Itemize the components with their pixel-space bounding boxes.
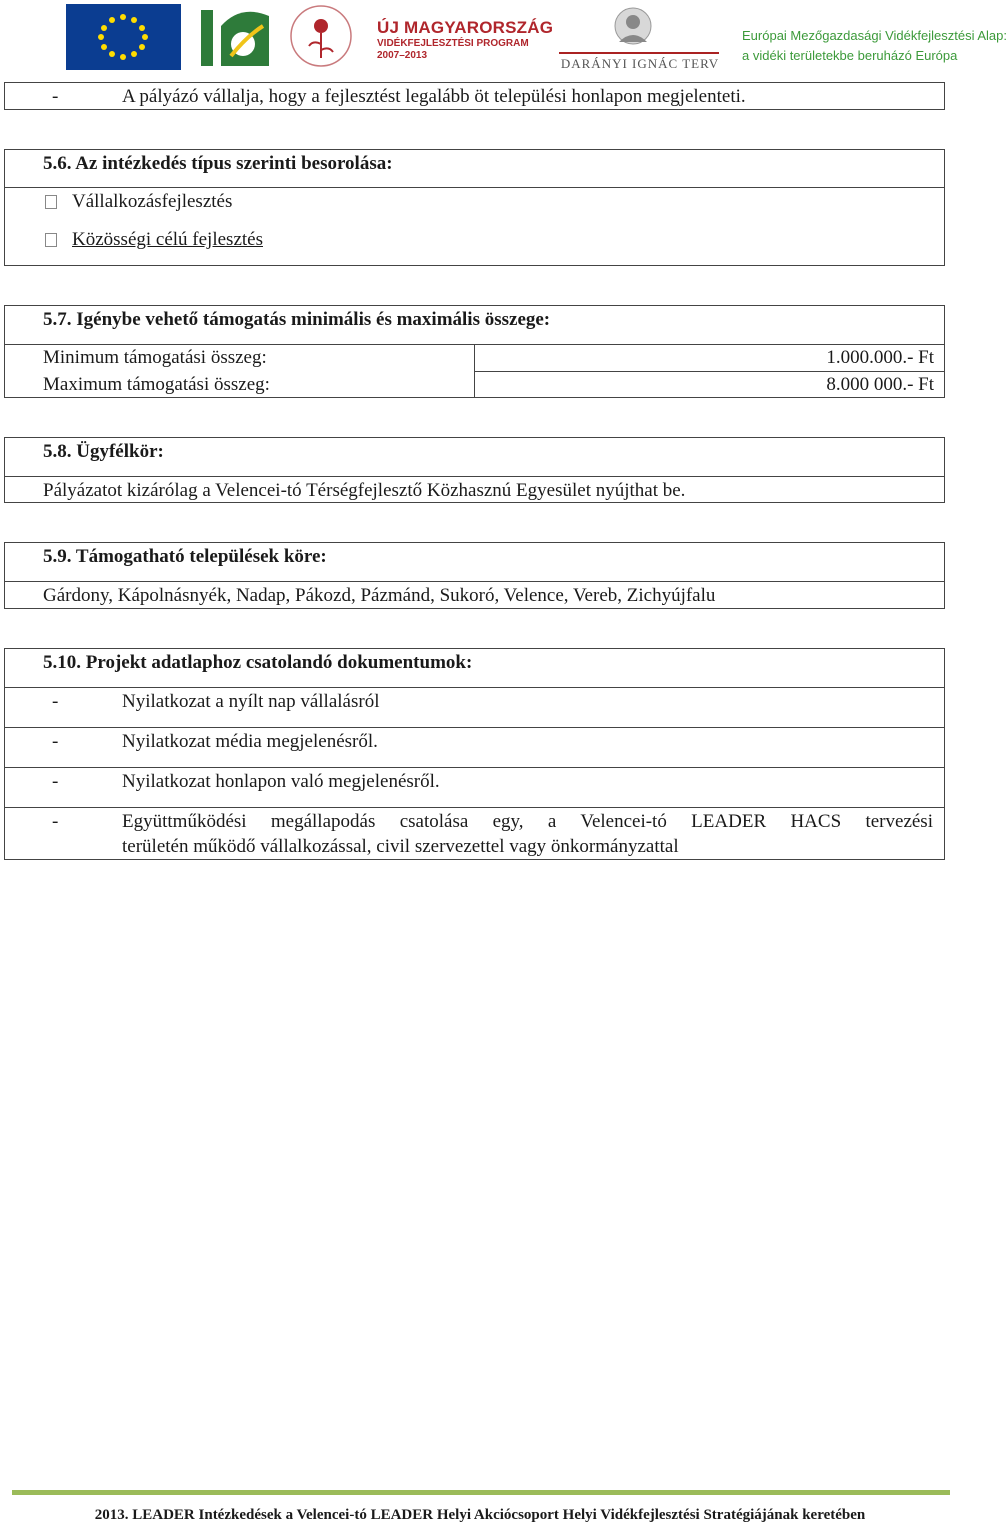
divider — [4, 187, 945, 188]
checkbox-vallalkozas[interactable] — [45, 195, 57, 209]
red-rule — [559, 52, 719, 54]
bullet-dash: - — [52, 811, 59, 832]
min-value: 1.000.000.- Ft — [826, 347, 934, 368]
list-item: Együttműködési megállapodás csatolása egy, a Velencei-tó LEADER HACS tervezési — [122, 811, 933, 832]
section-5-8-text: Pályázatot kizárólag a Velencei-tó Térségfejlesztő Közhasznú Egyesület nyújthat be. — [43, 480, 686, 501]
daranyi-ignac-terv-logo — [557, 4, 723, 72]
intro-row-text: A pályázó vállalja, hogy a fejlesztést legalább öt települési honlapon megjelenteti. — [122, 86, 746, 107]
section-5-9-title: 5.9. Támogatható települések köre: — [43, 546, 327, 567]
eu-flag-logo — [66, 4, 181, 70]
list-item: Nyilatkozat a nyílt nap vállalásról — [122, 691, 380, 712]
umft-subtitle: VIDÉKFEJLESZTÉSI PROGRAM — [377, 38, 529, 49]
option-kozossegi-celu: Közösségi célú fejlesztés — [72, 229, 263, 250]
divider — [4, 581, 945, 582]
rose-emblem-icon — [287, 4, 359, 68]
divider — [4, 807, 945, 808]
leader-logo — [201, 6, 281, 68]
portrait-icon — [609, 6, 657, 50]
footer-text: 2013. LEADER Intézkedések a Velencei-tó LEADER Helyi Akciócsoport Helyi Vidékfejlesztési Stratégiájának keretében — [94, 1507, 866, 1523]
list-item: Nyilatkozat honlapon való megjelenésről. — [122, 771, 440, 792]
list-item-continuation: területén működő vállalkozással, civil szervezettel vagy önkormányzattal — [122, 836, 679, 857]
section-5-10-title: 5.10. Projekt adatlaphoz csatolandó dokumentumok: — [43, 652, 473, 673]
dit-name: DARÁNYI IGNÁC TERV — [560, 56, 720, 71]
option-vallalkozasfejlesztes: Vállalkozásfejlesztés — [72, 191, 233, 212]
max-value: 8.000 000.- Ft — [826, 374, 934, 395]
divider — [4, 767, 945, 768]
umft-years: 2007–2013 — [377, 50, 428, 61]
list-item: Nyilatkozat média megjelenésről. — [122, 731, 378, 752]
bullet-dash: - — [52, 731, 59, 752]
eafrd-line-1: Európai Mezőgazdasági Vidékfejlesztési Alap: — [742, 28, 1007, 43]
section-5-9-text: Gárdony, Kápolnásnyék, Nadap, Pákozd, Pázmánd, Sukoró, Velence, Vereb, Zichyújfalu — [43, 585, 716, 606]
bullet-dash: - — [52, 691, 59, 712]
bullet-dash: - — [52, 771, 59, 792]
divider — [4, 476, 945, 477]
umft-title: ÚJ MAGYARORSZÁG — [377, 18, 554, 37]
eafrd-logo-text — [742, 26, 1007, 70]
bullet-dash: - — [52, 86, 59, 107]
divider — [4, 727, 945, 728]
uj-magyarorszag-logo — [287, 4, 554, 68]
eafrd-line-2: a vidéki területekbe beruházó Európa — [742, 48, 958, 63]
section-5-7-title: 5.7. Igénybe vehető támogatás minimális és maximális összege: — [43, 309, 551, 330]
min-label: Minimum támogatási összeg: — [43, 347, 267, 368]
footer-rule — [12, 1490, 950, 1495]
column-divider — [474, 344, 475, 398]
section-5-8-title: 5.8. Ügyfélkör: — [43, 441, 164, 462]
divider — [474, 371, 945, 372]
checkbox-kozossegi[interactable] — [45, 233, 57, 247]
max-label: Maximum támogatási összeg: — [43, 374, 270, 395]
section-5-6-title: 5.6. Az intézkedés típus szerinti besorolása: — [43, 153, 393, 174]
divider — [4, 687, 945, 688]
